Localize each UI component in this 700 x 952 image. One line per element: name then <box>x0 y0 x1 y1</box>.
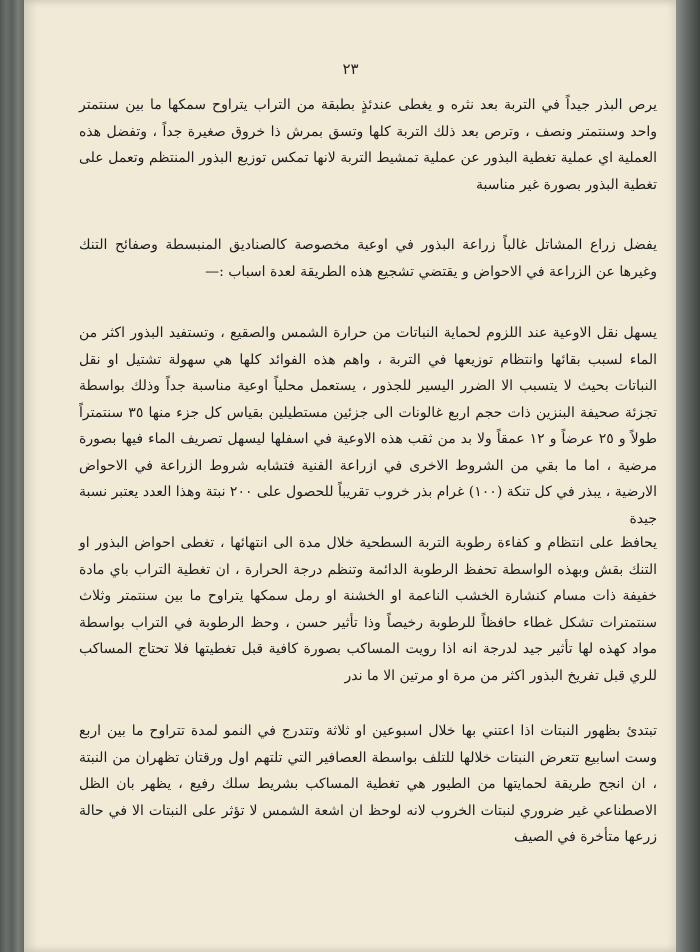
paragraph-moisture-mulch: يحافظ على انتظام و كفاءة رطوبة التربة السطحية خلال مدة الى انتهائها ، تغطى احواض البذور او التنك بقش وبهذه الواسطة تحفظ الرطوبة الدائمة وتنظم درجة الحرارة ، ان تغطية التراب باي مادة خفيفة ذات مسام كنشارة الخشب الناعمة او الخشنة او رمل سمكها يتراوح ما بين سنتمتر وثلاث سنتمترات تشكل غطاء حافظاً للرطوبة رخيصاً وذا تأثير حسن ، وحظ الرطوبة في التراب بواسطة مواد كهذه لها تأثير جيد لدرجة انه اذا رويت المساكب بصورة كافية قبل تغطيتها فلا تحتاج المساكب للري قبل تفريخ البذور اكثر من مرة او مرتين الا ما ندر <box>79 535 657 684</box>
paragraph-container-sowing: يفضل زراع المشاتل غالباً زراعة البذور في اوعية مخصوصة كالصناديق المنبسطة وصفائح التنك وغيرها عن الزراعة في الاحواض و يقتضي تشجيع هذه الطريقة لعدة اسباب :— <box>79 237 657 280</box>
page-number: ٢٣ <box>342 60 359 78</box>
book-edge <box>676 0 700 952</box>
paragraph-seedling-protection: تبتدئ بظهور النبتات اذا اعتني بها خلال اسبوعين او ثلاثة وتتدرج في النمو لمدة تتراوح ما بين اربع وست اسابيع تتعرض النبتات خلالها للتلف بواسطة العصافير التي تلتهم اول ورقتان تظهران من النبتة ، ان انجح طريقة لحمايتها من الطيور هي تغطية المساكب بشريط سلك رفيع ، يظهر بان الظل الاصطناعي غير ضروري لنبتات الخروب لانه لوحظ ان اشعة الشمس لا تؤثر على النبتات الا في حالة زرعها متأخرة في الصيف <box>79 723 657 845</box>
paragraph-seed-covering: يرص البذر جيداً في التربة بعد نثره و يغطى عندئذٍ بطبقة من التراب يتراوح سمكها ما بين سنتمتر واحد وسنتمتر ونصف ، وترص بعد ذلك التربة كلها وتسق بمرش ذا خروق صغيرة جداً ، وتفضل هذه العملية اي عملية تغطية البذور عن عملية تمشيط التربة لانها تمكس توزيع البذور المنتظم وتعمل على تغطية البذور بصورة غير مناسبة <box>79 97 657 193</box>
paragraph-container-advantages: يسهل نقل الاوعية عند اللزوم لحماية النباتات من حرارة الشمس والصقيع ، وتستفيد البذور اكثر من الماء لسبب بقائها وانتظام توزيعها في التربة ، واهم هذه الفوائد كلها هي سهولة تشتيل او نقل النباتات بحيث لا يتسبب الا الضرر اليسير للجذور ، يستعمل محلياً اوعية مناسبة جداً وذلك بواسطة تجزئة صحيفة البنزين ذات حجم اربع غالونات الى جزئين مستطيلين بقياس كل جزء منها ٣٥ سنتمتراً طولاً و ٢٥ عرضاً و ١٢ عمقاً ولا بد من ثقب هذه الاوعية في اسفلها ليسهل تصريف الماء فيها بصورة مرضية ، اما ما بقي من الشروط الاخرى في ازراعة الفنية فتشابه شروط الزراعة في الاحواض الارضية ، يبذر في كل تنكة (١٠٠) غرام بذر خروب تقريباً للحصول على ٢٠٠ نبتة وهذا العدد يعتبر نسبة جيدة <box>79 325 657 527</box>
paper-sheet <box>24 0 677 952</box>
